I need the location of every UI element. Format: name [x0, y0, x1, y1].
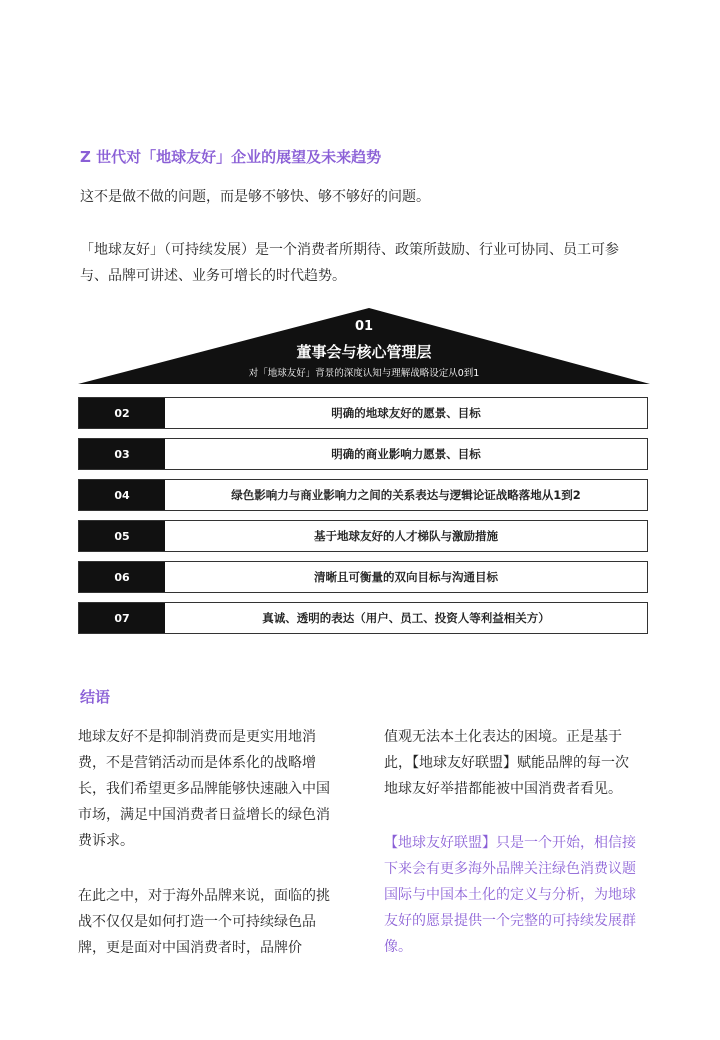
conclusion-left-para2: 在此之中，对于海外品牌来说，面临的挑战不仅仅是如何打造一个可持续绿色品牌，更是面对中国消费者时，品牌价	[78, 888, 330, 956]
row-text: 基于地球友好的人才梯队与激励措施	[165, 521, 647, 551]
trend-paragraph: 「地球友好」（可持续发展）是一个消费者所期待、政策所鼓励、行业可协同、员工可参与、品牌可讲述、业务可增长的时代趋势。	[80, 242, 619, 284]
section-title: Z 世代对「地球友好」企业的展望及未来趋势	[80, 148, 382, 166]
diagram-row-05	[78, 520, 648, 552]
row-text: 明确的地球友好的愿景、目标	[165, 398, 647, 428]
row-text: 真诚、透明的表达（用户、员工、投资人等利益相关方）	[165, 603, 647, 633]
diagram-row-06	[78, 561, 648, 593]
top-subtitle: 对「地球友好」背景的深度认知与理解战略设定从0到1	[248, 368, 480, 379]
row-number: 02	[79, 398, 165, 428]
row-number: 03	[79, 439, 165, 469]
conclusion-left-para1: 地球友好不是抑制消费而是更实用地消费，不是营销活动而是体系化的战略增长，我们希望更多品牌能够快速融入中国市场，满足中国消费者日益增长的绿色消费诉求。	[78, 729, 330, 849]
conclusion-right-para2: 【地球友好联盟】只是一个开始，相信接下来会有更多海外品牌关注绿色消费议题国际与中国本土化的定义与分析，为地球友好的愿景提供一个完整的可持续发展群像。	[384, 835, 636, 955]
row-text: 清晰且可衡量的双向目标与沟通目标	[165, 562, 647, 592]
diagram-row-03	[78, 438, 648, 470]
conclusion-right-para1: 值观无法本土化表达的困境。正是基于此，【地球友好联盟】赋能品牌的每一次地球友好举措都能被中国消费者看见。	[384, 729, 629, 797]
intro-paragraph: 这不是做不做的问题，而是够不够快、够不够好的问题。	[80, 189, 430, 205]
row-number: 07	[79, 603, 165, 633]
row-text: 明确的商业影响力愿景、目标	[165, 439, 647, 469]
row-text: 绿色影响力与商业影响力之间的关系表达与逻辑论证战略落地从1到2	[165, 480, 647, 510]
diagram-row-04	[78, 479, 648, 511]
row-number: 04	[79, 480, 165, 510]
top-title: 董事会与核心管理层	[296, 343, 432, 361]
row-number: 05	[79, 521, 165, 551]
conclusion-title: 结语	[80, 688, 111, 706]
top-number: 01	[354, 319, 374, 334]
row-number: 06	[79, 562, 165, 592]
diagram-row-07	[78, 602, 648, 634]
diagram-row-02	[78, 397, 648, 429]
